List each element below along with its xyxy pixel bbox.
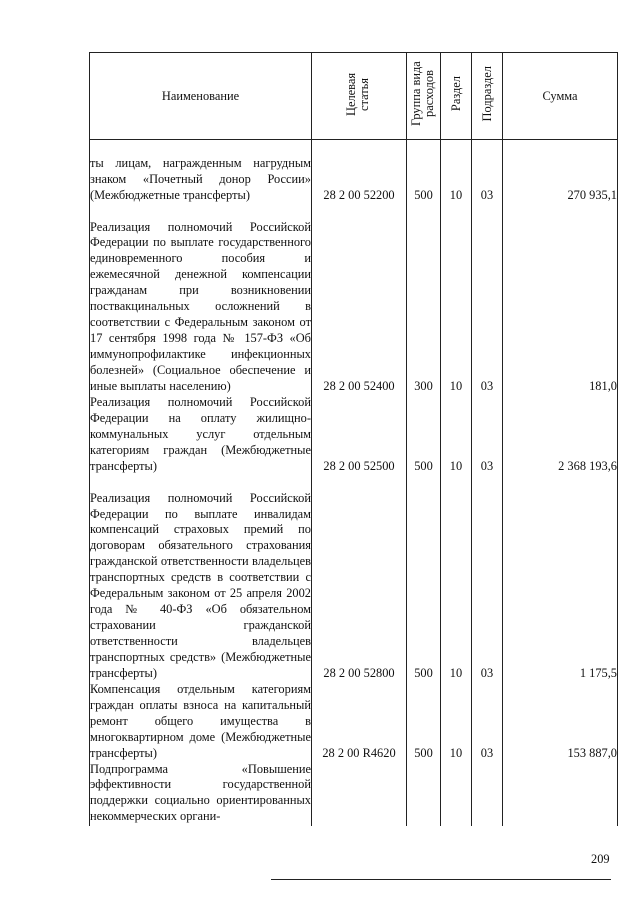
row-name: ты лицам, награжденным нагрудным знаком «Почетный донор России» (Межбюджетные трансферты) (90, 140, 312, 204)
row-subsection: 03 (472, 140, 503, 204)
row-code (312, 762, 407, 826)
row-subsection: 03 (472, 204, 503, 395)
row-amount: 270 935,1 (503, 140, 618, 204)
budget-table (89, 52, 618, 826)
row-code: 28 2 00 52200 (312, 140, 407, 204)
row-group (407, 762, 441, 826)
row-amount: 2 368 193,6 (503, 395, 618, 475)
footer-rule (271, 879, 611, 880)
table-row (90, 204, 618, 395)
row-name: Реализация полномочий Российской Федерации на оплату жилищно-коммунальных услуг отдельным категориям граждан (Межбюджетные трансферты) (90, 394, 311, 473)
row-name: Компенсация отдельным категориям граждан оплаты взноса на капитальный ремонт общего имущества в многоквартирном доме (Межбюджетные трансферты) (90, 681, 311, 760)
table-row (90, 682, 618, 762)
row-section: 10 (441, 204, 472, 395)
row-section (441, 762, 472, 826)
row-amount: 1 175,5 (503, 475, 618, 682)
row-subsection: 03 (472, 395, 503, 475)
header-section: Раздел (441, 53, 472, 140)
row-section: 10 (441, 682, 472, 762)
table-row (90, 762, 618, 826)
header-amount: Сумма (503, 53, 618, 140)
row-code: 28 2 00 R4620 (312, 682, 407, 762)
table-header-row (90, 53, 618, 140)
row-subsection: 03 (472, 475, 503, 682)
header-name: Наименование (90, 53, 312, 140)
row-code: 28 2 00 52800 (312, 475, 407, 682)
row-group: 500 (407, 682, 441, 762)
table-row (90, 140, 618, 204)
row-section: 10 (441, 140, 472, 204)
row-amount (503, 762, 618, 826)
row-section: 10 (441, 395, 472, 475)
row-group: 300 (407, 204, 441, 395)
row-section: 10 (441, 475, 472, 682)
row-subsection: 03 (472, 682, 503, 762)
row-amount: 153 887,0 (503, 682, 618, 762)
row-group: 500 (407, 395, 441, 475)
row-name: Реализация полномочий Российской Федерации по выплате инвалидам компенсаций страховых премий по договорам обязательного страхования гражданской ответственности владельцев транспортных средств в соответствии с Федеральным законом от 25 апреля 2002 года № 40-ФЗ «Об обязательном страховании гражданской ответственности владельцев транспортных средств» (Межбюджетные трансферты) (90, 475, 312, 682)
row-code: 28 2 00 52400 (312, 204, 407, 395)
header-target-article: Целевая статья (312, 53, 407, 140)
table-row (90, 395, 618, 475)
page-number: 209 (591, 852, 610, 866)
row-subsection (472, 762, 503, 826)
header-expense-group: Группа вида расходов (407, 53, 441, 140)
row-group: 500 (407, 475, 441, 682)
row-name: Реализация полномочий Российской Федерации по выплате государственного единовременного пособия и ежемесячной денежной компенсации гражданам при возникновении поствакцинальных осложнений в соответствии с Федеральным законом от 17 сентября 1998 года № 157-ФЗ «Об иммунопрофилактике инфекционных болезней» (Социальное обеспечение и иные выплаты населению) (90, 204, 312, 395)
row-group: 500 (407, 140, 441, 204)
header-subsection: Подраздел (472, 53, 503, 140)
row-name: Подпрограмма «Повышение эффективности государственной поддержки социально ориентированных некоммерческих органи- (90, 762, 312, 826)
table-row (90, 475, 618, 682)
row-amount: 181,0 (503, 204, 618, 395)
row-code: 28 2 00 52500 (312, 395, 407, 475)
